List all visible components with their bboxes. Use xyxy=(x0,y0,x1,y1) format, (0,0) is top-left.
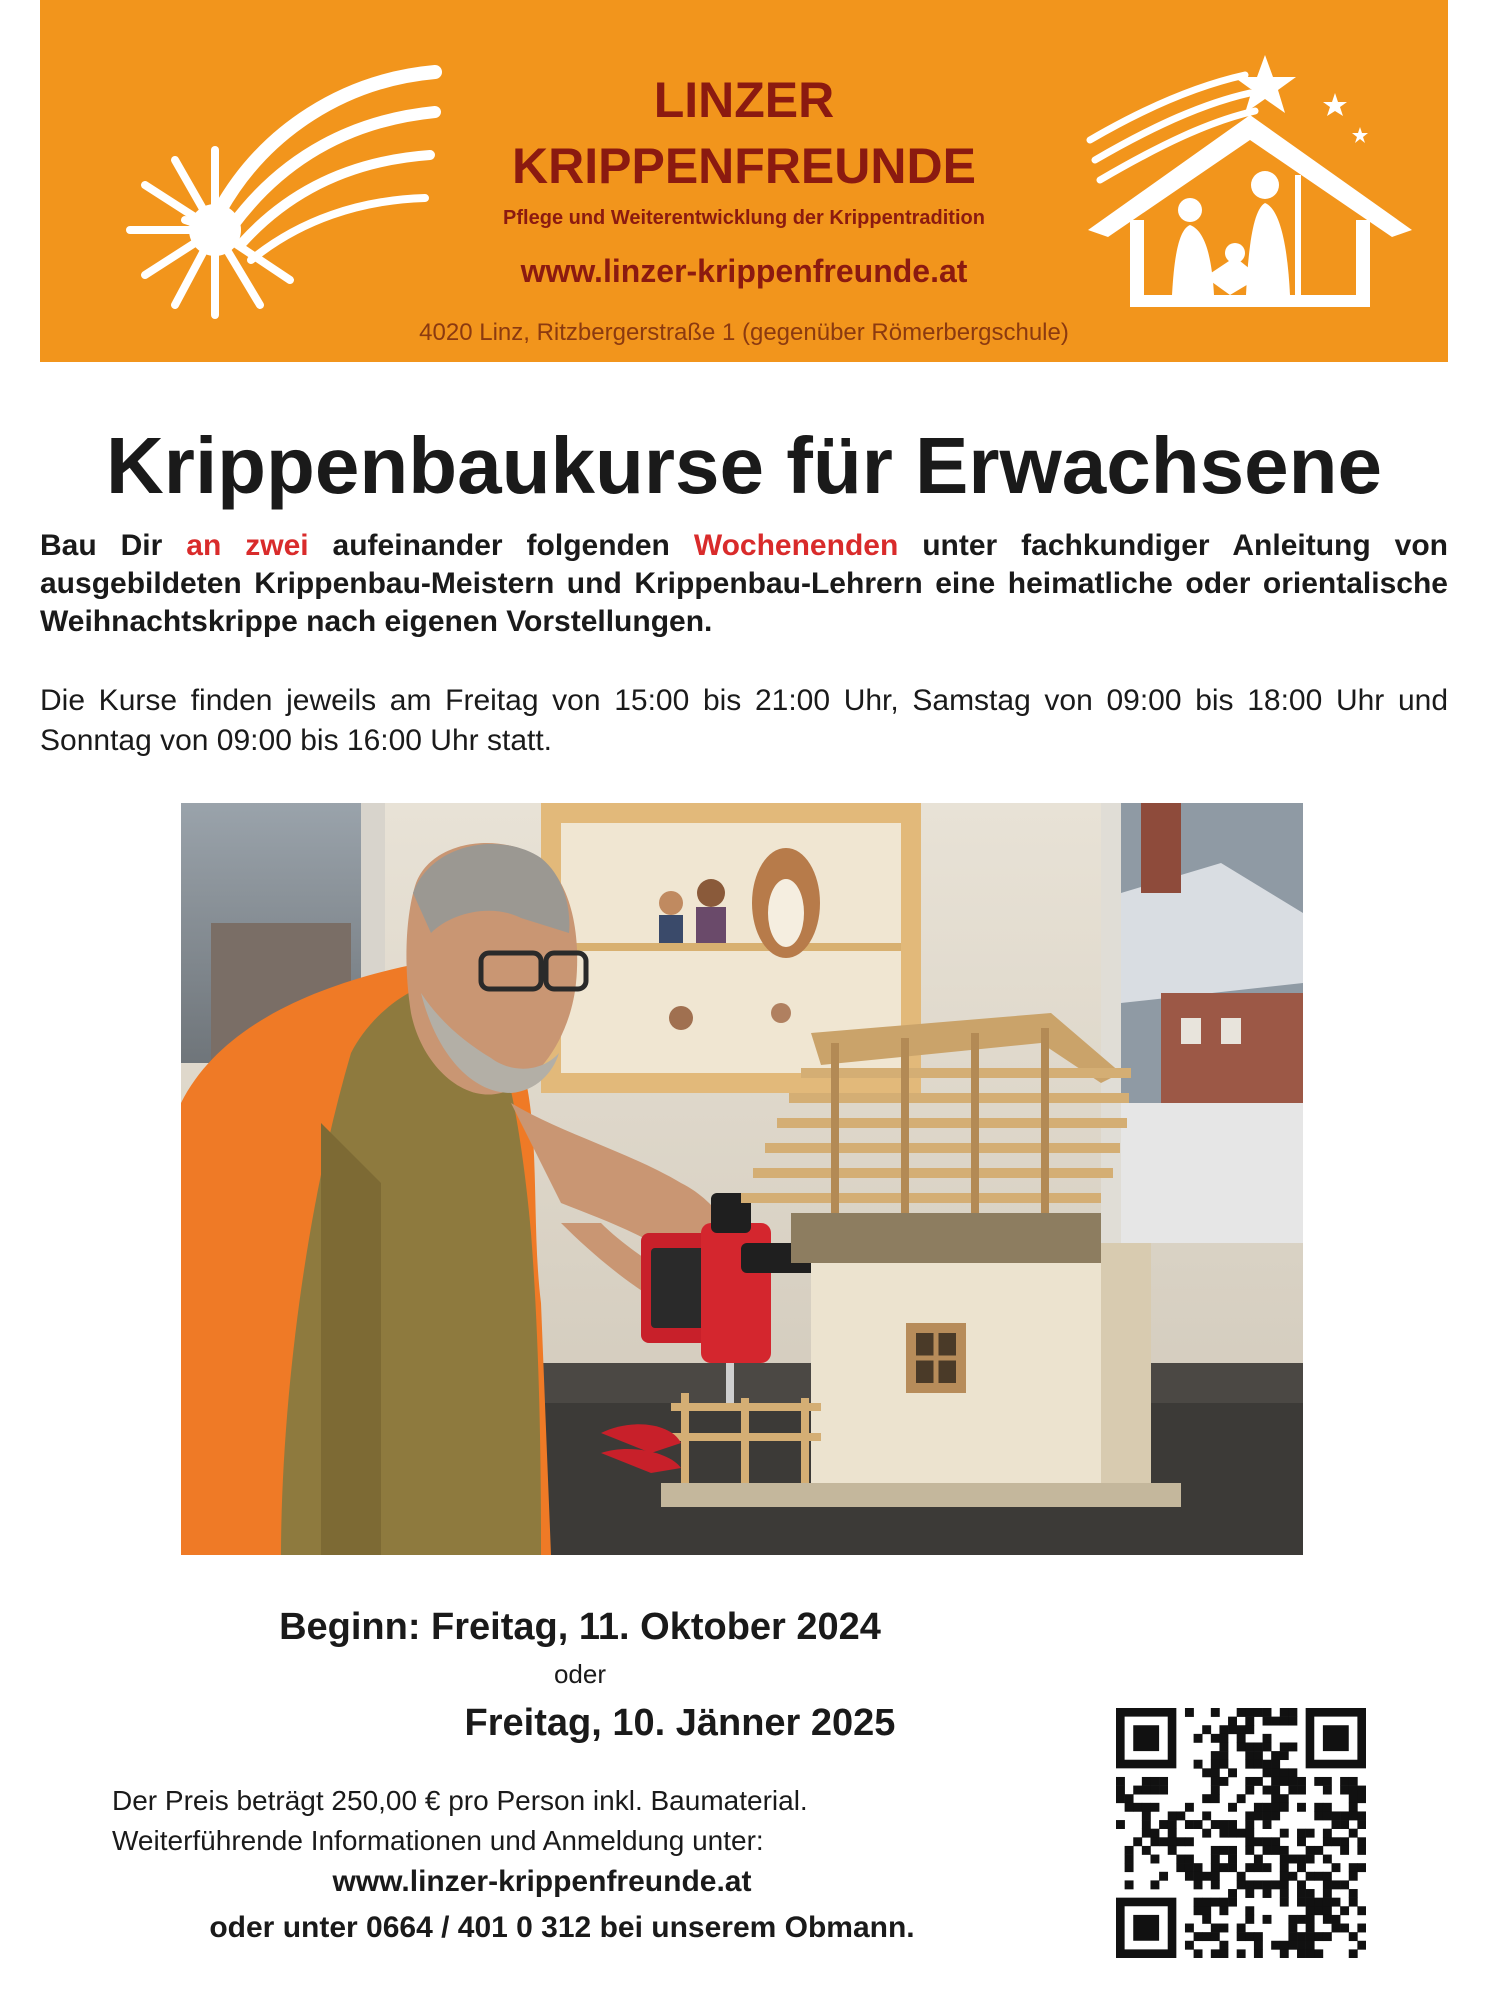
qr-code-icon[interactable] xyxy=(1116,1708,1366,1958)
contact-phone: oder unter 0664 / 401 0 312 bei unserem Obmann. xyxy=(209,1911,915,1944)
intro-highlight-wochenenden: Wochenenden xyxy=(693,529,899,562)
intro-text-part3: unter fachkundiger Anleitung von ausgebildeten Krippenbau-Meistern und Krippenbau-Lehrern eine heimatliche oder orientalische Weihnachtskrippe nach eigenen Vorstellungen. xyxy=(40,529,1448,638)
contact-website-link[interactable]: www.linzer-krippenfreunde.at xyxy=(332,1865,752,1898)
org-name-line2: KRIPPENFREUNDE xyxy=(512,138,976,194)
org-name-line1: LINZER xyxy=(653,72,835,128)
workshop-photo xyxy=(181,803,1303,1555)
intro-text-part1: Bau Dir xyxy=(40,529,187,562)
start-date-1: Beginn: Freitag, 11. Oktober 2024 xyxy=(279,1606,881,1648)
page-title: Krippenbaukurse für Erwachsene xyxy=(106,421,1382,510)
intro-text-part2: aufeinander folgenden xyxy=(308,529,694,562)
org-tagline: Pflege und Weiterentwicklung der Krippentradition xyxy=(503,207,985,229)
schedule-paragraph: Die Kurse finden jeweils am Freitag von 15:00 bis 21:00 Uhr, Samstag von 09:00 bis 18:00 Uhr und Sonntag von 09:00 bis 16:00 Uhr statt. xyxy=(40,684,1448,757)
org-address: 4020 Linz, Ritzbergerstraße 1 (gegenüber Römerbergschule) xyxy=(419,319,1069,346)
intro-highlight-an-zwei: an zwei xyxy=(186,529,309,562)
workshop-photo-illustration xyxy=(181,803,1303,1555)
intro-paragraph xyxy=(40,527,1448,641)
nativity-stable-icon xyxy=(1070,45,1430,325)
start-or: oder xyxy=(553,1659,607,1689)
header-banner xyxy=(40,0,1448,362)
info-line: Weiterführende Informationen und Anmeldung unter: xyxy=(112,1825,764,1856)
org-website-link[interactable]: www.linzer-krippenfreunde.at xyxy=(520,253,968,289)
price-line: Der Preis beträgt 250,00 € pro Person inkl. Baumaterial. xyxy=(112,1785,808,1816)
start-date-2: Freitag, 10. Jänner 2025 xyxy=(464,1702,896,1744)
